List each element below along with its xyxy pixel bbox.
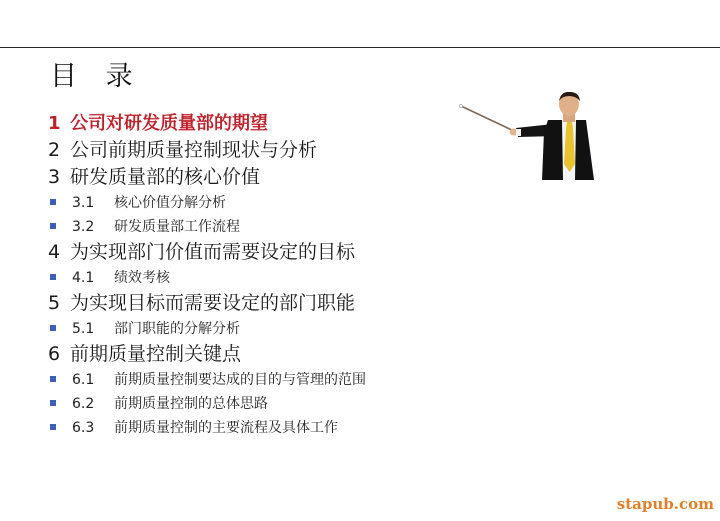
square-bullet-icon — [50, 400, 56, 406]
toc-subsection-title: 绩效考核 — [114, 270, 170, 286]
toc-section-title: 为实现目标而需要设定的部门职能 — [70, 292, 356, 314]
toc-section-title: 前期质量控制关键点 — [70, 343, 242, 365]
square-bullet-icon — [50, 223, 56, 229]
toc-subsection-4.1[interactable] — [48, 266, 468, 290]
toc-subsection-number: 3.1 — [72, 195, 95, 211]
toc-subsection-6.1[interactable] — [48, 368, 468, 392]
toc-subsection-number: 6.3 — [72, 420, 95, 436]
pointer-stick — [461, 106, 516, 132]
toc-subsection-title: 前期质量控制的主要流程及具体工作 — [114, 420, 338, 436]
watermark: stapub.com — [616, 495, 714, 513]
toc-subsection-number: 5.1 — [72, 321, 95, 337]
square-bullet-icon — [50, 199, 56, 205]
toc-subsection-6.3[interactable] — [48, 416, 468, 440]
toc-section-number: 4 — [48, 241, 61, 263]
toc-subsection-6.2[interactable] — [48, 392, 468, 416]
toc-subsection-number: 6.2 — [72, 396, 95, 412]
toc-subsection-3.2[interactable] — [48, 215, 468, 239]
toc-section-4[interactable] — [48, 239, 468, 266]
toc-section-number: 3 — [48, 166, 61, 188]
header-divider — [0, 47, 720, 48]
shirt-cuff — [516, 129, 521, 136]
toc-section-number: 6 — [48, 343, 61, 365]
toc-subsection-5.1[interactable] — [48, 317, 468, 341]
square-bullet-icon — [50, 424, 56, 430]
square-bullet-icon — [50, 376, 56, 382]
toc-subsection-title: 研发质量部工作流程 — [114, 219, 240, 235]
toc-section-title: 公司前期质量控制现状与分析 — [70, 139, 318, 161]
toc-section-number: 2 — [48, 139, 61, 161]
page-title: 目 录 — [50, 61, 143, 92]
pointer-tip — [459, 104, 462, 107]
toc-subsection-number: 6.1 — [72, 372, 95, 388]
toc-section-title: 研发质量部的核心价值 — [70, 166, 261, 188]
toc-subsection-title: 核心价值分解分析 — [114, 195, 226, 211]
toc-section-number: 5 — [48, 292, 61, 314]
toc-section-number: 1 — [48, 113, 61, 134]
toc-subsection-3.1[interactable] — [48, 191, 468, 215]
toc-subsection-title: 前期质量控制要达成的目的与管理的范围 — [114, 372, 366, 388]
toc-section-2[interactable] — [48, 137, 468, 164]
toc-subsection-number: 4.1 — [72, 270, 95, 286]
square-bullet-icon — [50, 325, 56, 331]
toc-section-title: 公司对研发质量部的期望 — [70, 113, 268, 134]
toc-subsection-number: 3.2 — [72, 219, 95, 235]
toc-subsection-title: 部门职能的分解分析 — [114, 321, 240, 337]
toc-section-3[interactable] — [48, 164, 468, 191]
presenter-figure — [458, 92, 603, 180]
toc-section-5[interactable] — [48, 290, 468, 317]
square-bullet-icon — [50, 274, 56, 280]
table-of-contents — [48, 110, 468, 440]
toc-subsection-title: 前期质量控制的总体思路 — [114, 396, 268, 412]
toc-section-1[interactable] — [48, 110, 468, 137]
toc-section-6[interactable] — [48, 341, 468, 368]
toc-section-title: 为实现部门价值而需要设定的目标 — [70, 241, 356, 263]
